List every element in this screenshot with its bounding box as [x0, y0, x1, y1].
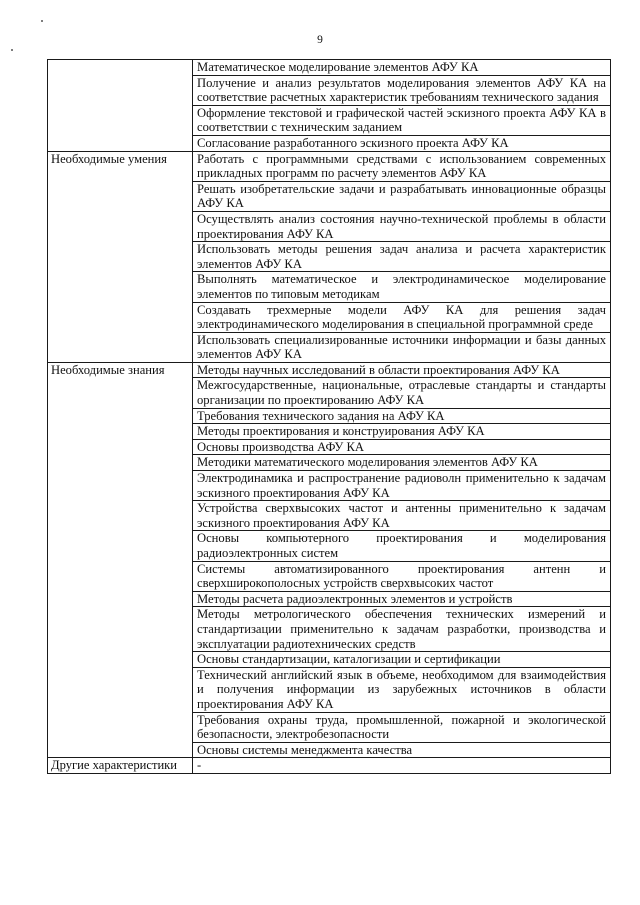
requirement-item: Создавать трехмерные модели АФУ КА для решения задач электродинамического моделирования в специальной программной среде [193, 302, 611, 332]
requirement-item: Работать с программными средствами с использованием современных прикладных программ по расчету элементов АФУ КА [193, 151, 611, 181]
requirement-item: Основы компьютерного проектирования и моделирования радиоэлектронных систем [193, 531, 611, 561]
scan-speck [41, 20, 43, 22]
requirement-item: Решать изобретательские задачи и разрабатывать инновационные образцы АФУ КА [193, 181, 611, 211]
page-number: 9 [317, 34, 323, 46]
requirement-item: Электродинамика и распространение радиоволн применительно к задачам эскизного проектирования АФУ КА [193, 471, 611, 501]
requirements-table-body [48, 60, 611, 774]
requirement-item: Методики математического моделирования элементов АФУ КА [193, 455, 611, 471]
requirement-item: Использовать методы решения задач анализа и расчета характеристик элементов АФУ КА [193, 242, 611, 272]
requirement-item: Методы проектирования и конструирования АФУ КА [193, 424, 611, 440]
requirement-item: Системы автоматизированного проектирования антенн и сверхширокополосных устройств сверхвысоких частот [193, 561, 611, 591]
requirement-item: Математическое моделирование элементов АФУ КА [193, 60, 611, 76]
requirement-item: Устройства сверхвысоких частот и антенны применительно к задачам эскизного проектирования АФУ КА [193, 501, 611, 531]
requirement-item: Основы системы менеджмента качества [193, 742, 611, 758]
scan-speck [11, 49, 13, 51]
requirement-item: Межгосударственные, национальные, отраслевые стандарты и стандарты организации по проектированию АФУ КА [193, 378, 611, 408]
requirement-item: Основы производства АФУ КА [193, 439, 611, 455]
table-row [48, 362, 611, 378]
requirement-item: Осуществлять анализ состояния научно-технической проблемы в области проектирования АФУ КА [193, 211, 611, 241]
requirement-item: Выполнять математическое и электродинамическое моделирование элементов по типовым методикам [193, 272, 611, 302]
requirement-item: Оформление текстовой и графической частей эскизного проекта АФУ КА в соответствии с техническим заданием [193, 105, 611, 135]
table-row [48, 60, 611, 76]
requirement-item: Методы метрологического обеспечения технических измерений и стандартизации применительно к задачам разработки, производства и эксплуатации радиотехнических средств [193, 607, 611, 652]
row-group-label: Необходимые умения [48, 151, 193, 362]
table-row [48, 151, 611, 181]
row-group-label: Необходимые знания [48, 362, 193, 757]
row-group-label [48, 60, 193, 152]
table-row [48, 758, 611, 774]
requirements-table [47, 59, 611, 774]
requirement-item: Методы научных исследований в области проектирования АФУ КА [193, 362, 611, 378]
requirement-item: Методы расчета радиоэлектронных элементов и устройств [193, 591, 611, 607]
requirement-item: Технический английский язык в объеме, необходимом для взаимодействия и получения информации из зарубежных источников в области проектирования АФУ КА [193, 667, 611, 712]
requirement-item: Требования охраны труда, промышленной, пожарной и экологической безопасности, электробезопасности [193, 712, 611, 742]
requirement-item: - [193, 758, 611, 774]
requirement-item: Согласование разработанного эскизного проекта АФУ КА [193, 135, 611, 151]
requirement-item: Основы стандартизации, каталогизации и сертификации [193, 652, 611, 668]
requirement-item: Получение и анализ результатов моделирования элементов АФУ КА на соответствие расчетных характеристик требованиям технического задания [193, 75, 611, 105]
requirement-item: Требования технического задания на АФУ КА [193, 408, 611, 424]
requirement-item: Использовать специализированные источники информации и базы данных элементов АФУ КА [193, 332, 611, 362]
row-group-label: Другие характеристики [48, 758, 193, 774]
